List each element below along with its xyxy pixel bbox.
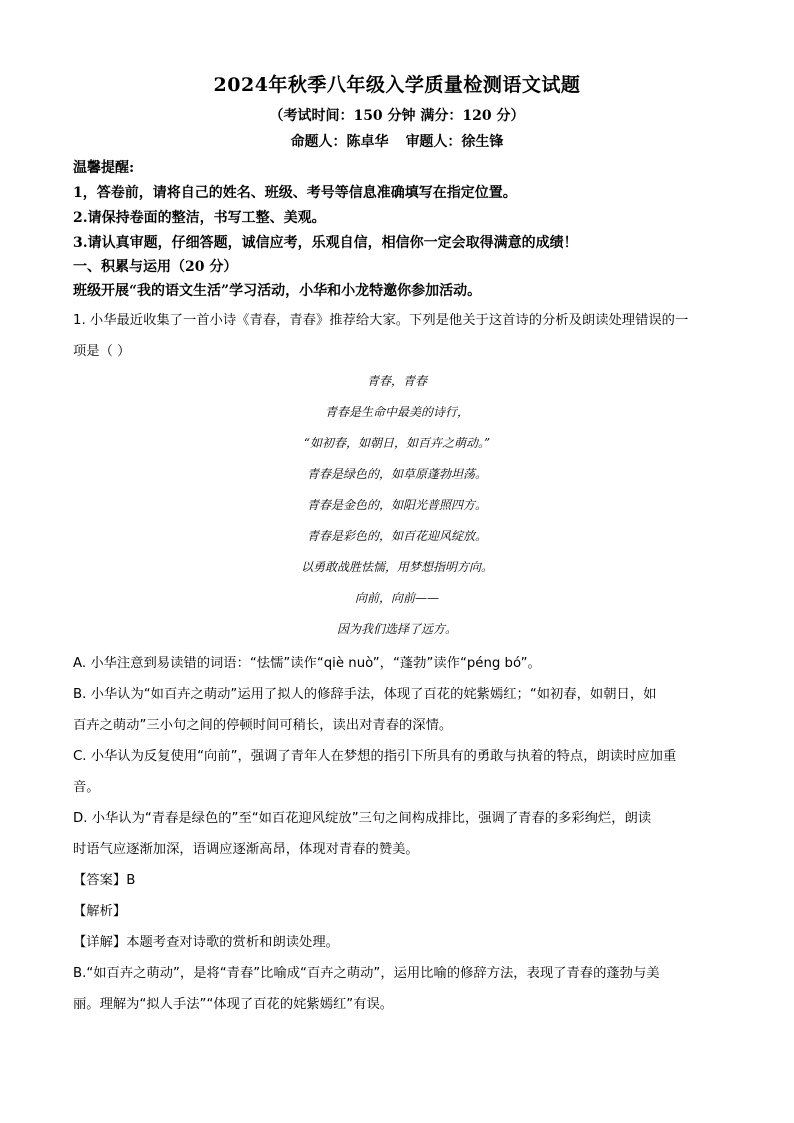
question-stem-line-1: 1. 小华最近收集了一首小诗《青春，青春》推荐给大家。下列是他关于这首诗的分析及朗读处理错误的一: [73, 313, 689, 328]
option-d-line-1: D. 小华认为“青春是绿色的”至“如百花迎风绽放”三句之间构成排比，强调了青春的多彩绚烂，朗读: [73, 811, 652, 826]
poem-line: 向前，向前——: [354, 591, 439, 605]
answer-tag: 【答案】: [73, 873, 127, 888]
reviewer-name: 审题人：徐生锋: [405, 134, 504, 150]
setter-name: 命题人：陈卓华: [290, 134, 389, 150]
poem-line: 青春是绿色的，如草原蓬勃坦荡。: [306, 467, 487, 481]
option-b-line-1: B. 小华认为“如百卉之萌动”运用了拟人的修辞手法，体现了百花的姹紫嫣红；“如初春，如朝日，如: [73, 687, 657, 702]
tip-item-3: 3.请认真审题，仔细答题，诚信应考，乐观自信，相信你一定会取得满意的成绩！: [73, 235, 578, 251]
detail-line: [73, 931, 723, 950]
poem-line: 青春是彩色的，如百花迎风绽放。: [306, 529, 487, 543]
section-intro: 班级开展“我的语文生活”学习活动，小华和小龙特邀你参加活动。: [73, 283, 482, 299]
tips-heading: 温馨提醒:: [73, 160, 135, 176]
poem-line: 青春是金色的，如阳光普照四方。: [306, 498, 487, 512]
answer-line: [73, 869, 723, 888]
question-stem-line-2: 项是（ ）: [73, 344, 131, 359]
answer-value: B: [126, 873, 136, 888]
tip-item-1: 1，答卷前，请将自己的姓名、班级、考号等信息准确填写在指定位置。: [73, 185, 517, 201]
analysis-tag: 【解析】: [73, 904, 127, 919]
option-c-line-2: 音。: [73, 780, 100, 795]
detail-tag: 【详解】: [73, 935, 127, 950]
explanation-line-1: B.“如百卉之萌动”，是将“青春”比喻成“百卉之萌动”，运用比喻的修辞方法，表现了青春的蓬勃与美: [73, 966, 660, 981]
section-heading: 一、积累与运用（20 分）: [73, 259, 238, 275]
exam-info: （考试时间：150 分钟 满分：120 分）: [269, 108, 525, 124]
exam-setters: [0, 131, 794, 151]
option-a: A. 小华注意到易读错的词语：“怯懦”读作“qiè nuò”，“蓬勃”读作“péng bó”。: [73, 656, 541, 671]
exam-title: 2024年秋季八年级入学质量检测语文试题: [213, 74, 581, 96]
option-b-line-2: 百卉之萌动”三小句之间的停顿时间可稍长，读出对青春的深情。: [73, 718, 453, 733]
poem-title: 青春，青春: [366, 374, 427, 388]
poem-line: 以勇敢战胜怯懦，用梦想指明方向。: [300, 560, 493, 574]
poem-line: 青春是生命中最美的诗行，: [324, 405, 469, 419]
option-c-line-1: C. 小华认为反复使用“向前”，强调了青年人在梦想的指引下所具有的勇敢与执着的特点，朗读时应加重: [73, 749, 677, 764]
detail-text: 本题考查对诗歌的赏析和朗读处理。: [126, 935, 339, 950]
poem-line: “如初春，如朝日，如百卉之萌动。”: [303, 436, 491, 450]
poem-line: 因为我们选择了远方。: [336, 622, 457, 636]
explanation-line-2: 丽。理解为“拟人手法”“体现了百花的姹紫嫣红”有误。: [73, 997, 394, 1012]
option-d-line-2: 时语气应逐渐加深，语调应逐渐高昂，体现对青春的赞美。: [73, 842, 419, 857]
tip-item-2: 2.请保持卷面的整洁，书写工整、美观。: [73, 210, 326, 226]
